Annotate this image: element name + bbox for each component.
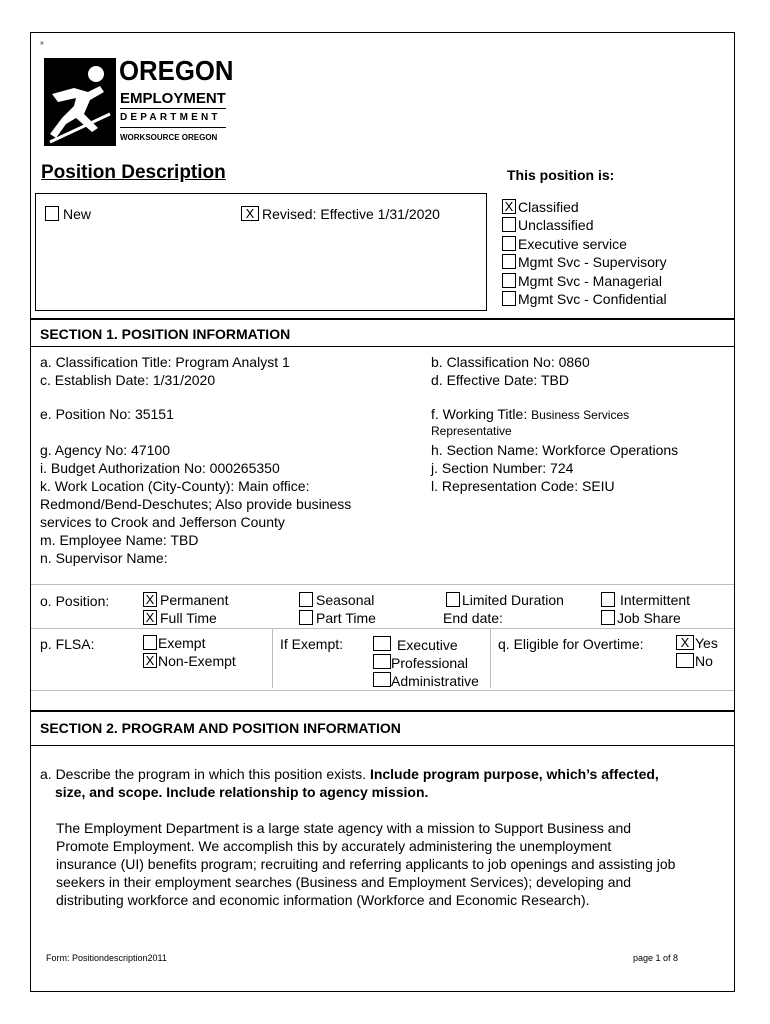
intermittent-checkbox[interactable] xyxy=(601,592,615,607)
program-answer-line: seekers in their employment searches (Business and Employment Services); developing and xyxy=(56,874,632,890)
part-time-label: Part Time xyxy=(316,610,376,626)
employee-name: m. Employee Name: TBD xyxy=(40,532,199,548)
program-answer-line: Promote Employment. We accomplish this by accurately administering the unemployment xyxy=(56,838,612,854)
supervisor-name: n. Supervisor Name: xyxy=(40,550,168,566)
exempt-label: Exempt xyxy=(158,635,206,651)
logo-worksource: WORKSOURCE OREGON xyxy=(120,133,218,142)
page-number: page 1 of 8 xyxy=(633,953,679,963)
overtime-yes-label: Yes xyxy=(695,635,718,651)
section2-heading: SECTION 2. PROGRAM AND POSITION INFORMATION xyxy=(40,720,401,736)
program-question xyxy=(40,766,659,783)
overtime-no-label: No xyxy=(695,653,713,669)
section-number: j. Section Number: 724 xyxy=(431,460,574,476)
classification-title: a. Classification Title: Program Analyst 1 xyxy=(40,354,290,370)
executive-checkbox[interactable] xyxy=(373,636,391,651)
effective-date: d. Effective Date: TBD xyxy=(431,372,569,388)
revised-checkbox[interactable]: X xyxy=(241,206,259,221)
position-row-top-rule xyxy=(31,584,734,585)
administrative-label: Administrative xyxy=(391,673,479,689)
revised-label: Revised: Effective 1/31/2020 xyxy=(262,206,440,222)
position-label: o. Position: xyxy=(40,593,110,609)
logo-employment: EMPLOYMENT xyxy=(120,90,226,107)
work-location-line2: Redmond/Bend-Deschutes; Also provide business xyxy=(40,496,352,512)
classified-label: Classified xyxy=(518,199,579,215)
logo-department: DEPARTMENT xyxy=(120,112,221,123)
intermittent-label: Intermittent xyxy=(620,592,691,608)
working-title-value: Business Services xyxy=(531,408,630,422)
program-answer-line: The Employment Department is a large state agency with a mission to Support Business and xyxy=(56,820,632,836)
logo-rule-2 xyxy=(120,127,226,128)
new-checkbox[interactable] xyxy=(45,206,59,221)
permanent-label: Permanent xyxy=(160,592,229,608)
unclassified-checkbox[interactable] xyxy=(502,217,516,232)
full-time-checkbox[interactable]: X xyxy=(143,610,157,625)
seasonal-checkbox[interactable] xyxy=(299,592,313,607)
overtime-label: q. Eligible for Overtime: xyxy=(498,636,644,652)
executive-service-checkbox[interactable] xyxy=(502,236,516,251)
administrative-checkbox[interactable] xyxy=(373,672,391,687)
working-title-label: f. Working Title: xyxy=(431,406,532,422)
form-id: Form: Positiondescription2011 xyxy=(46,953,167,963)
program-answer-line: insurance (UI) benefits program; recruiting and referring applicants to job openings and assisting job xyxy=(56,856,676,872)
logo-oregon: OREGON xyxy=(119,55,234,86)
work-location-line3: services to Crook and Jefferson County xyxy=(40,514,285,530)
corner-mark: » xyxy=(40,40,44,47)
seasonal-label: Seasonal xyxy=(316,592,375,608)
logo-rule-1 xyxy=(120,108,226,109)
section2-upper-rule xyxy=(31,690,734,691)
oregon-employment-logo xyxy=(44,55,234,148)
section1-heading-rule xyxy=(31,346,734,347)
full-time-label: Full Time xyxy=(160,610,217,626)
executive-service-label: Executive service xyxy=(518,236,627,252)
budget-authorization-no: i. Budget Authorization No: 000265350 xyxy=(40,460,280,476)
executive-label: Executive xyxy=(397,637,458,653)
section1-heading: SECTION 1. POSITION INFORMATION xyxy=(40,326,291,342)
mgmt-managerial-label: Mgmt Svc - Managerial xyxy=(518,273,662,289)
runner-emblem-icon xyxy=(44,58,116,146)
work-location: k. Work Location (City-County): Main office: xyxy=(40,478,310,494)
working-title-value-line2: Representative xyxy=(431,424,512,438)
new-label: New xyxy=(63,206,92,222)
exempt-checkbox[interactable] xyxy=(143,635,157,650)
limited-duration-label: Limited Duration xyxy=(462,592,564,608)
classified-checkbox[interactable]: X xyxy=(502,199,516,214)
job-share-checkbox[interactable] xyxy=(601,610,615,625)
non-exempt-checkbox[interactable]: X xyxy=(143,653,157,668)
position-no: e. Position No: 35151 xyxy=(40,406,174,422)
permanent-checkbox[interactable]: X xyxy=(143,592,157,607)
flsa-divider-1 xyxy=(272,629,273,688)
non-exempt-label: Non-Exempt xyxy=(158,653,236,669)
flsa-row-top-rule xyxy=(31,628,734,629)
program-answer-line: distributing workforce and economic information (Workforce and Economic Research). xyxy=(56,892,590,908)
working-title xyxy=(431,406,629,424)
mgmt-managerial-checkbox[interactable] xyxy=(502,273,516,288)
representation-code: l. Representation Code: SEIU xyxy=(431,478,615,494)
unclassified-label: Unclassified xyxy=(518,217,594,233)
job-share-label: Job Share xyxy=(617,610,681,626)
program-question-line2: size, and scope. Include relationship to agency mission. xyxy=(55,784,429,800)
part-time-checkbox[interactable] xyxy=(299,610,313,625)
classification-no: b. Classification No: 0860 xyxy=(431,354,590,370)
flsa-divider-2 xyxy=(490,629,491,688)
section1-top-rule xyxy=(31,318,734,320)
establish-date: c. Establish Date: 1/31/2020 xyxy=(40,372,216,388)
professional-label: Professional xyxy=(391,655,469,671)
mgmt-confidential-checkbox[interactable] xyxy=(502,291,516,306)
professional-checkbox[interactable] xyxy=(373,654,391,669)
program-question-emphasis: Include program purpose, which’s affected, xyxy=(369,766,659,782)
section-name: h. Section Name: Workforce Operations xyxy=(431,442,679,458)
flsa-label: p. FLSA: xyxy=(40,636,95,652)
overtime-no-checkbox[interactable] xyxy=(676,653,694,668)
mgmt-confidential-label: Mgmt Svc - Confidential xyxy=(518,291,667,307)
page-title: Position Description xyxy=(41,162,226,183)
limited-duration-checkbox[interactable] xyxy=(446,592,460,607)
section2-heading-rule xyxy=(31,745,734,746)
agency-no: g. Agency No: 47100 xyxy=(40,442,170,458)
mgmt-supervisory-checkbox[interactable] xyxy=(502,254,516,269)
if-exempt-label: If Exempt: xyxy=(280,636,344,652)
section2-top-rule xyxy=(31,710,734,712)
program-question-text: a. Describe the program in which this position exists. xyxy=(40,766,370,782)
mgmt-supervisory-label: Mgmt Svc - Supervisory xyxy=(518,254,667,270)
overtime-yes-checkbox[interactable]: X xyxy=(676,635,694,650)
position-is-label: This position is: xyxy=(507,167,615,183)
end-date-label: End date: xyxy=(443,610,503,626)
